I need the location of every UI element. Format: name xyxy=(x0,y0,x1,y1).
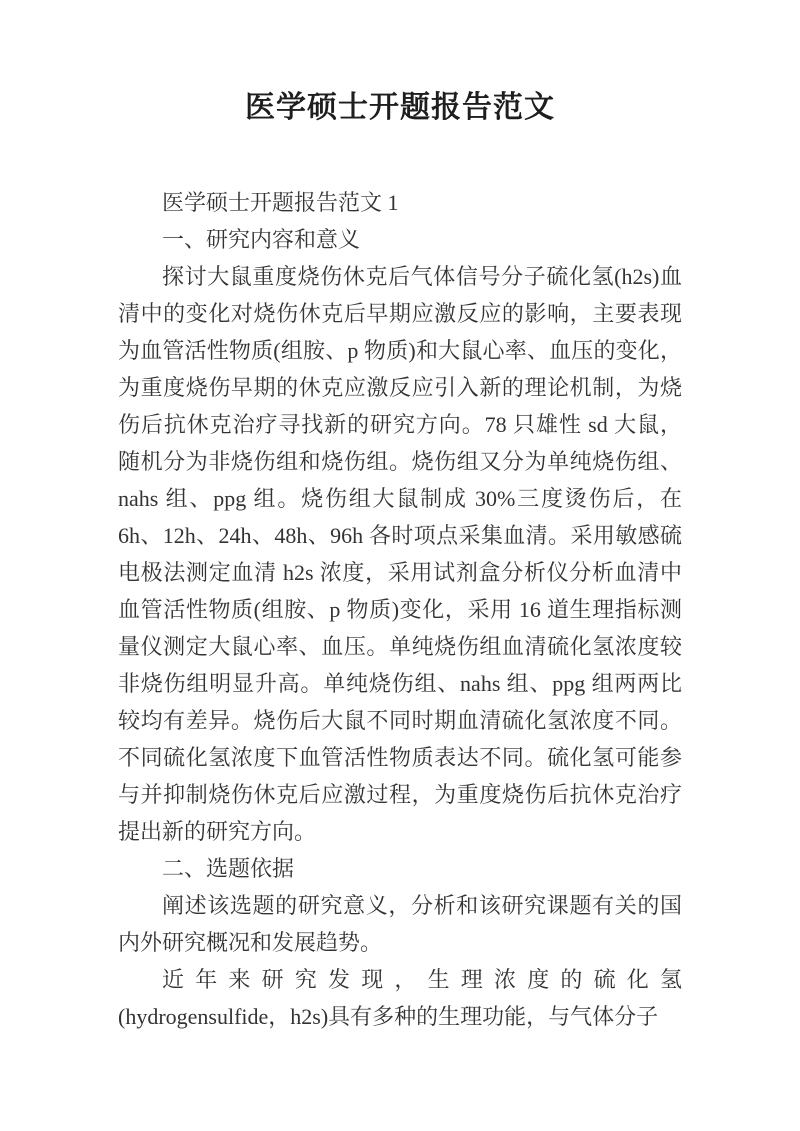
section-heading-topic-basis: 二、选题依据 xyxy=(162,856,295,881)
paragraph-research-abstract: 探讨大鼠重度烧伤休克后气体信号分子硫化氢(h2s)血清中的变化对烧伤休克后早期应激反应的影响，主要表现为血管活性物质(组胺、p 物质)和大鼠心率、血压的变化，为重度烧伤早期的休克应激反应引入新的理论机制，为烧伤后抗休克治疗寻找新的研究方向。78 只雄性 sd 大鼠，随机分为非烧伤组和烧伤组。烧伤组又分为单纯烧伤组、nahs 组、ppg 组。烧伤组大鼠制成 30%三度烫伤后，在 6h、12h、24h、48h、96h 各时项点采集血清。采用敏感硫电极法测定血清 h2s 浓度，采用试剂盒分析仪分析血清中血管活性物质(组胺、p 物质)变化，采用 16 道生理指标测量仪测定大鼠心率、血压。单纯烧伤组血清硫化氢浓度较非烧伤组明显升高。单纯烧伤组、nahs 组、ppg 组两两比较均有差异。烧伤后大鼠不同时期血清硫化氢浓度不同。不同硫化氢浓度下血管活性物质表达不同。硫化氢可能参与并抑制烧伤休克后应激过程，为重度烧伤后抗休克治疗提出新的研究方向。 xyxy=(118,264,682,844)
document-title: 医学硕士开题报告范文 xyxy=(245,91,555,124)
paragraph-recent-research: 近年来研究发现，生理浓度的硫化氢(hydrogensulfide，h2s)具有多种的生理功能，与气体分子 xyxy=(118,967,682,1029)
paragraph-topic-significance: 阐述该选题的研究意义，分析和该研究课题有关的国内外研究概况和发展趋势。 xyxy=(118,893,682,955)
subtitle-sample-number: 医学硕士开题报告范文 1 xyxy=(162,190,399,215)
document-body xyxy=(118,184,682,1035)
section-heading-research-content: 一、研究内容和意义 xyxy=(162,227,361,252)
